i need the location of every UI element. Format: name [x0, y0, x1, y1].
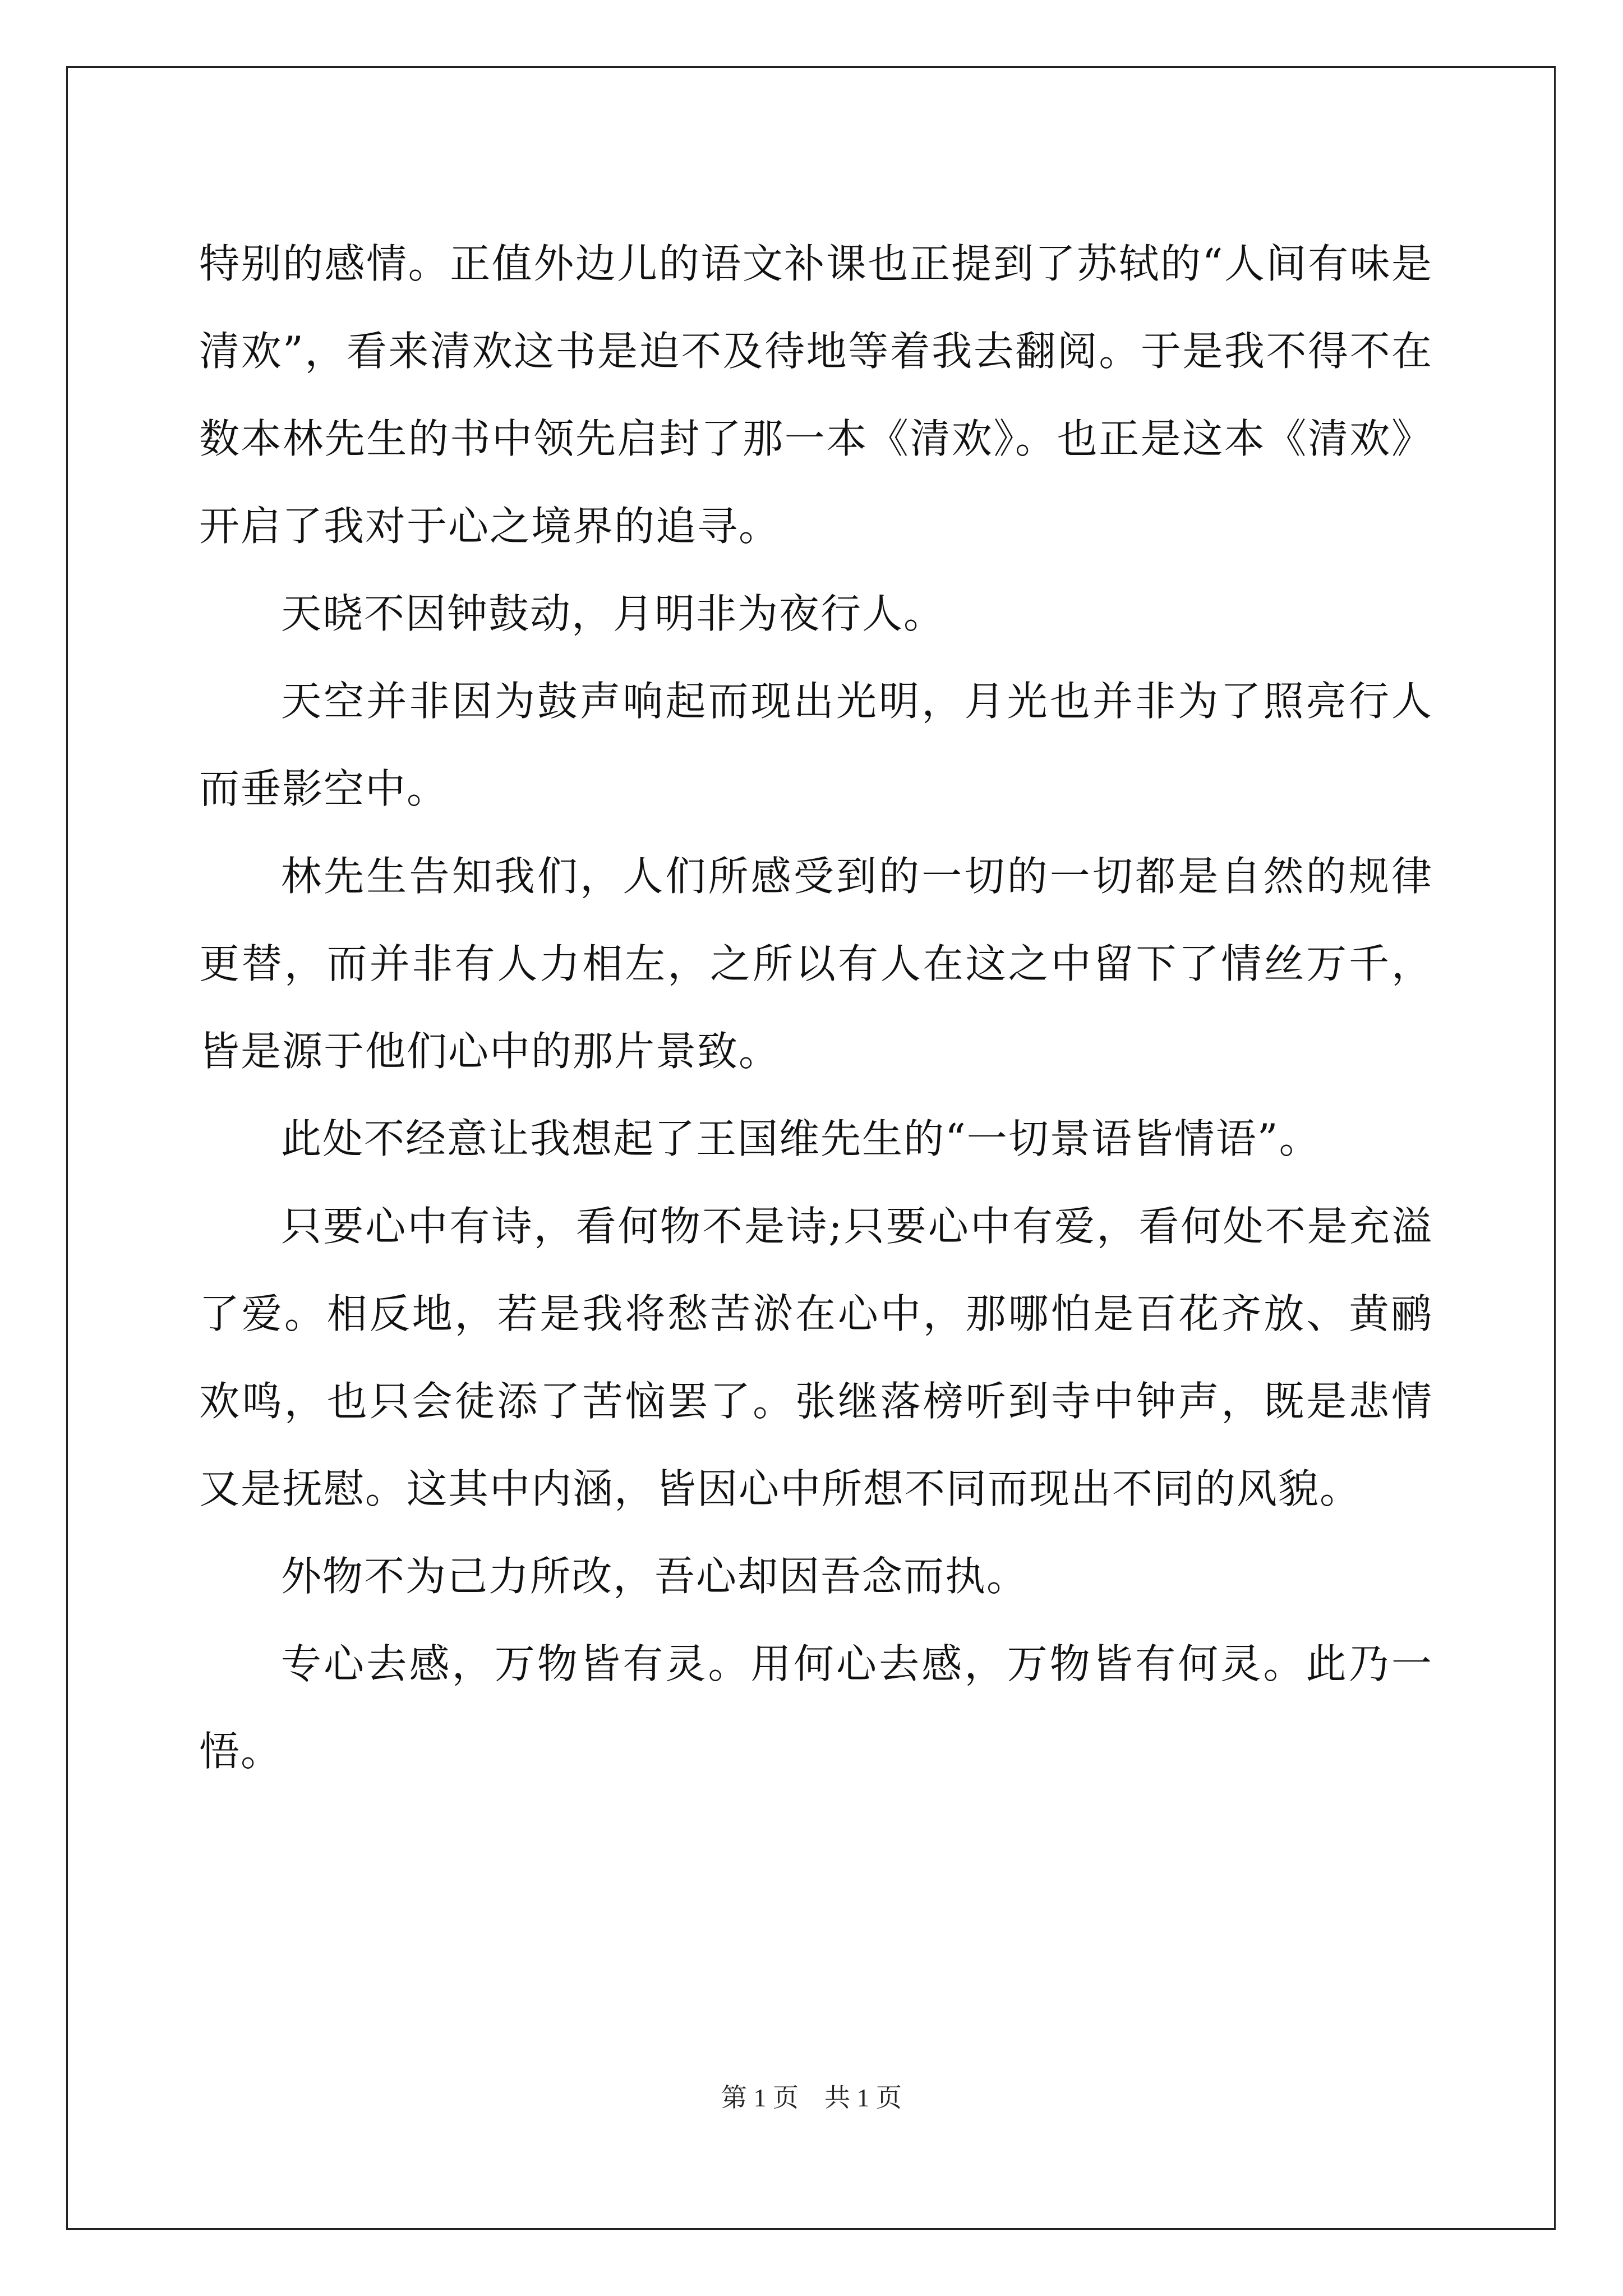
paragraph-7: 外物不为己力所改，吾心却因吾念而执。: [281, 1553, 1029, 1600]
paragraph-1: 特别的感情。正值外边儿的语文补课也正提到了苏轼的“人间有味是清欢”，看来清欢这书是迫不及待地等着我去翻阅。于是我不得不在数本林先生的书中领先启封了那一本《清欢》。也正是这本《清欢》开启了我对于心之境界的追寻。: [199, 240, 1433, 550]
page-footer: 第 1 页 共 1 页: [721, 2083, 902, 2112]
paragraph-4: 林先生告知我们，人们所感受到的一切的一切都是自然的规律更替，而并非有人力相左，之所以有人在这之中留下了情丝万千，皆是源于他们心中的那片景致。: [199, 853, 1433, 1075]
paragraph-2: 天晓不因钟鼓动，月明非为夜行人。: [281, 590, 946, 637]
document-body: [199, 220, 1433, 1795]
paragraph-8: 专心去感，万物皆有灵。用何心去感，万物皆有何灵。此乃一悟。: [199, 1640, 1433, 1775]
paragraph-3: 天空并非因为鼓声响起而现出光明，月光也并非为了照亮行人而垂影空中。: [199, 678, 1433, 812]
paragraph-5: 此处不经意让我想起了王国维先生的“一切景语皆情语”。: [281, 1115, 1321, 1162]
paragraph-6: 只要心中有诗，看何物不是诗;只要心中有爱，看何处不是充溢了爱。相反地，若是我将愁苦淤在心中，那哪怕是百花齐放、黄鹂欢鸣，也只会徒添了苦恼罢了。张继落榜听到寺中钟声，既是悲情又是抚慰。这其中内涵，皆因心中所想不同而现出不同的风貌。: [199, 1203, 1433, 1512]
